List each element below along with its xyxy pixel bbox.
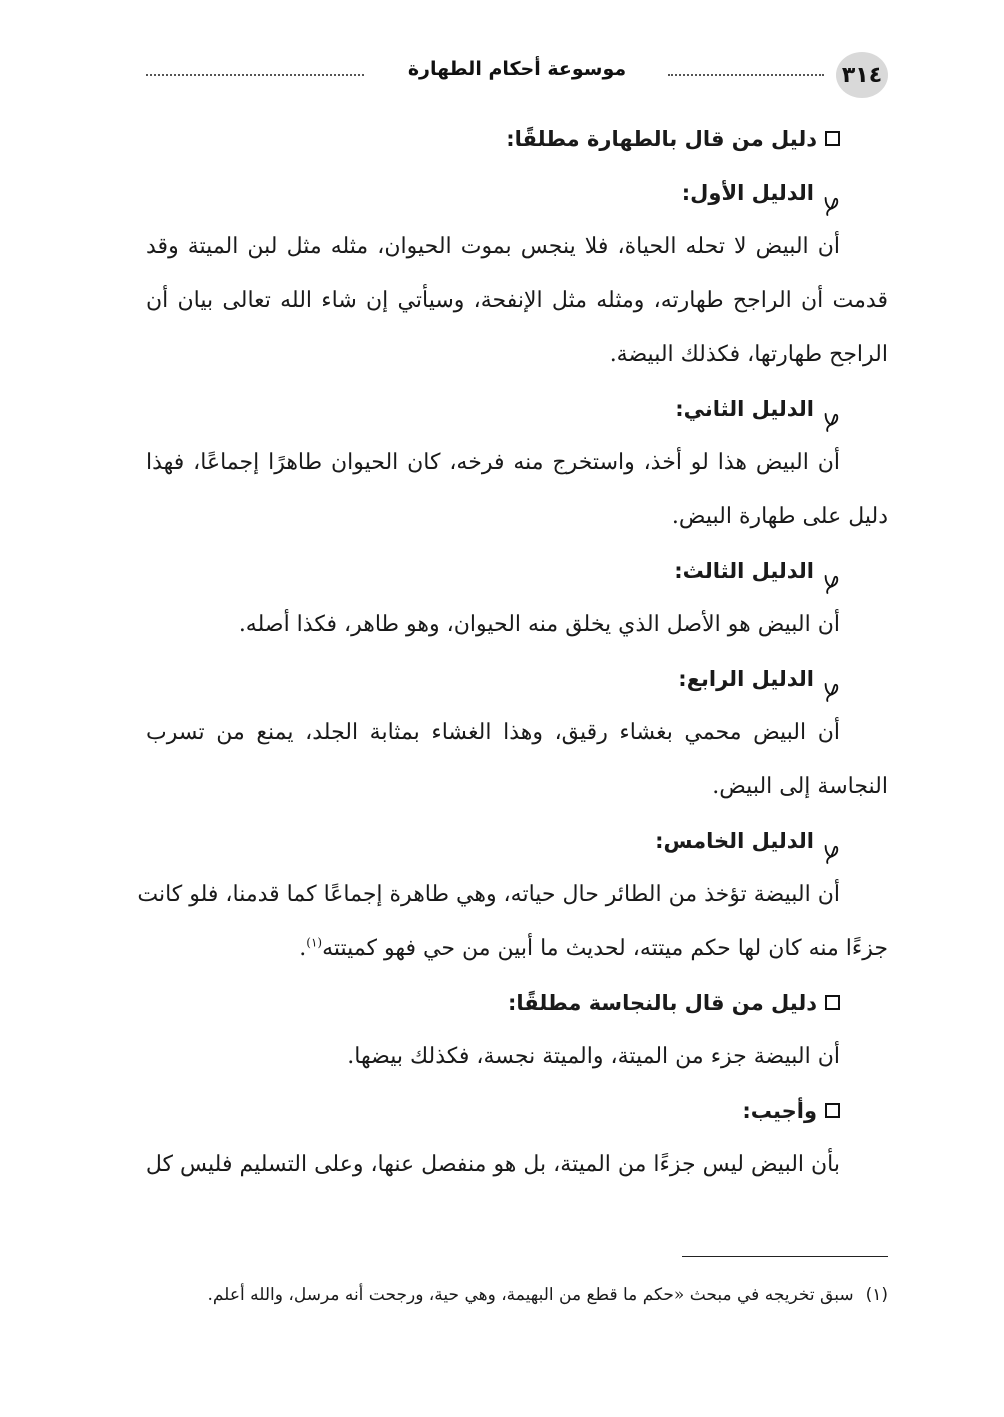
section-heading — [146, 166, 888, 220]
page-header — [146, 52, 888, 98]
line-text: النجاسة إلى البيض. — [712, 774, 888, 799]
text-line — [146, 328, 888, 382]
footnote-text: سبق تخريجه في مبحث «حكم ما قطع من البهيمة، وهي حية، ورجحت أنه مرسل، والله أعلم. — [207, 1285, 854, 1305]
pointing-hand-icon — [822, 560, 840, 580]
footnote — [146, 1280, 888, 1310]
text-line — [146, 490, 888, 544]
section-heading — [146, 652, 888, 706]
section-heading — [146, 1084, 888, 1138]
header-dotted-rule — [146, 74, 364, 76]
footnote-number: (١) — [865, 1285, 888, 1305]
heading-text: دليل من قال بالنجاسة مطلقًا: — [507, 991, 817, 1015]
line-text: أن البيض محمي بغشاء رقيق، وهذا الغشاء بمثابة الجلد، يمنع من تسرب — [146, 720, 840, 745]
section-heading — [146, 544, 888, 598]
section-heading — [146, 382, 888, 436]
line-text: أن البيض هذا لو أخذ، واستخرج منه فرخه، كان الحيوان طاهرًا إجماعًا، فهذا — [146, 450, 840, 475]
pointing-hand-icon — [822, 830, 840, 850]
line-text: الراجح طهارتها، فكذلك البيضة. — [609, 342, 888, 367]
text-line — [146, 706, 888, 760]
section-heading — [146, 814, 888, 868]
heading-text: الدليل الثالث: — [674, 559, 814, 583]
heading-text: الدليل الرابع: — [678, 667, 814, 691]
page-number: ٣١٤ — [836, 52, 888, 98]
text-line — [146, 598, 888, 652]
running-title: موسوعة أحكام الطهارة — [407, 58, 627, 80]
text-line — [146, 1138, 888, 1192]
pointing-hand-icon — [822, 398, 840, 418]
pointing-hand-icon — [822, 668, 840, 688]
line-text: أن البيض هو الأصل الذي يخلق منه الحيوان، وهو طاهر، فكذا أصله. — [238, 612, 840, 637]
header-dotted-rule — [668, 74, 824, 76]
line-text: قدمت أن الراجح طهارته، ومثله مثل الإنفحة، وسيأتي إن شاء الله تعالى بيان أن — [146, 288, 888, 313]
text-line — [146, 436, 888, 490]
heading-text: الدليل الثاني: — [675, 397, 814, 421]
heading-text: دليل من قال بالطهارة مطلقًا: — [506, 127, 817, 151]
square-outline-icon — [825, 995, 840, 1010]
line-tail: . — [299, 936, 307, 961]
section-heading — [146, 112, 888, 166]
line-text: دليل على طهارة البيض. — [671, 504, 888, 529]
square-outline-icon — [825, 131, 840, 146]
text-line — [146, 220, 888, 274]
footnote-rule — [682, 1256, 888, 1257]
text-line — [137, 868, 888, 922]
line-text: أن البيض لا تحله الحياة، فلا ينجس بموت الحيوان، مثله مثل لبن الميتة وقد — [146, 234, 840, 259]
line-text: بأن البيض ليس جزءًا من الميتة، بل هو منفصل عنها، وعلى التسليم فليس كل — [145, 1152, 840, 1177]
heading-text: الدليل الأول: — [681, 181, 814, 205]
line-text: أن البيضة تؤخذ من الطائر حال حياته، وهي طاهرة إجماعًا كما قدمنا، فلو كانت — [137, 882, 840, 907]
heading-text: الدليل الخامس: — [655, 829, 814, 853]
text-line — [146, 922, 888, 976]
main-text — [137, 112, 888, 1192]
line-text: جزءًا منه كان لها حكم ميتته، لحديث ما أبين من حي فهو كميتته — [322, 936, 888, 961]
section-heading — [146, 976, 888, 1030]
pointing-hand-icon — [822, 182, 840, 202]
heading-text: وأجيب: — [742, 1099, 817, 1123]
square-outline-icon — [825, 1103, 840, 1118]
text-line — [146, 1030, 888, 1084]
text-line — [146, 274, 888, 328]
document-page — [137, 0, 888, 1417]
text-line — [146, 760, 888, 814]
footnote-reference: (١) — [306, 935, 323, 950]
line-text: أن البيضة جزء من الميتة، والميتة نجسة، فكذلك بيضها. — [347, 1044, 840, 1069]
